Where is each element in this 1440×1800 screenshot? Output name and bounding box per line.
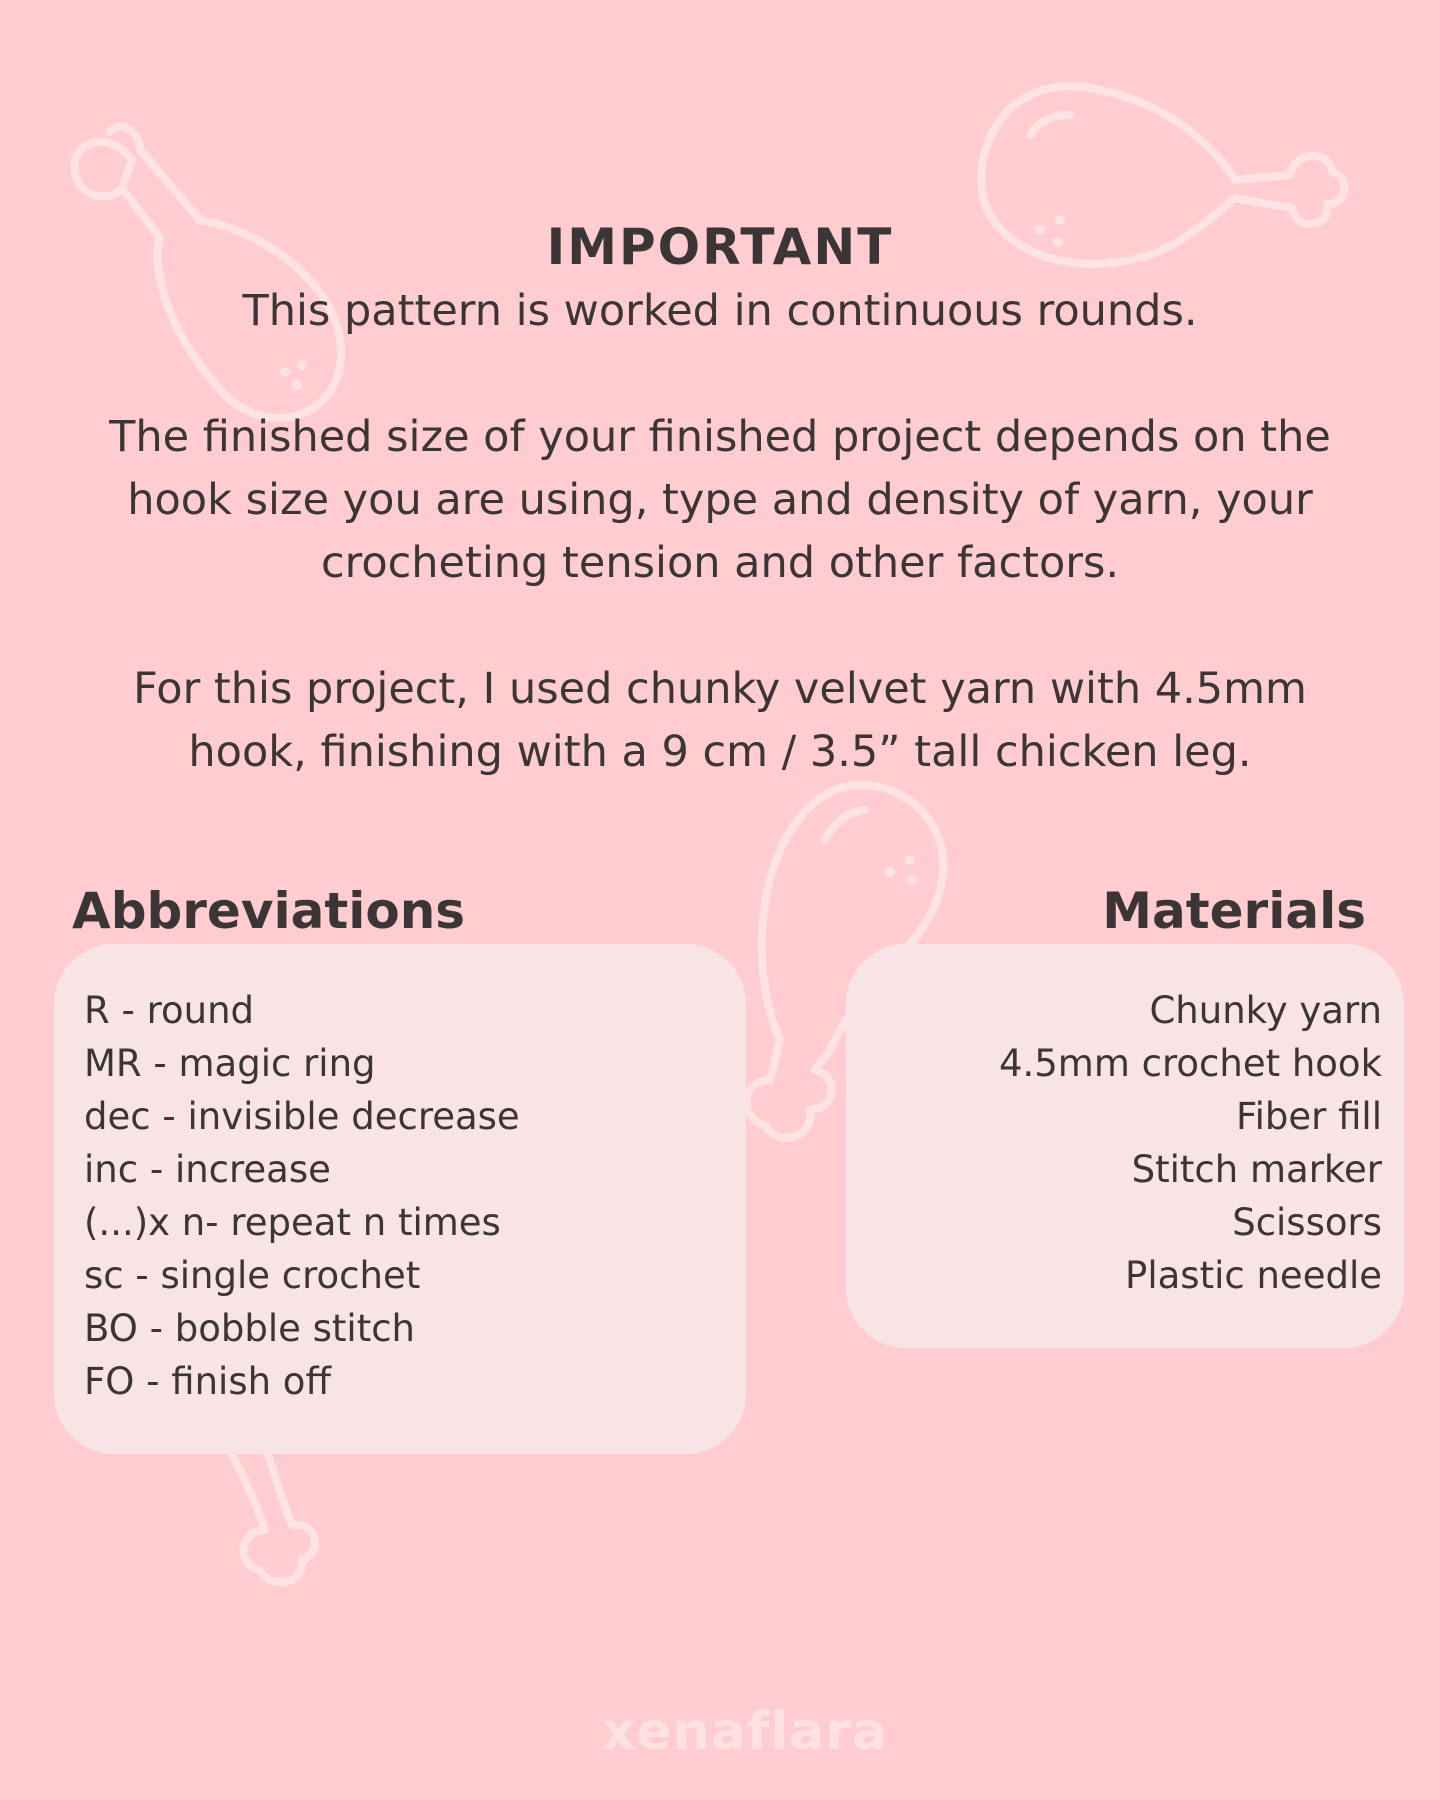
chicken-leg-icon-bottom-left (210, 1440, 360, 1590)
list-item: Stitch marker (1131, 1148, 1382, 1191)
list-item: BO - bobble stitch (84, 1307, 415, 1350)
abbreviations-list (84, 984, 746, 1408)
size-paragraph (40, 406, 1400, 595)
materials-card (846, 944, 1404, 1348)
list-item: Fiber fill (1236, 1095, 1382, 1138)
important-heading: IMPORTANT (546, 218, 894, 276)
intro-paragraph (40, 280, 1400, 343)
brand-watermark: xenaflara (601, 1702, 889, 1762)
paragraph-line: hook, finishing with a 9 cm / 3.5” tall chicken leg. (188, 727, 1252, 777)
list-item: dec - invisible decrease (84, 1095, 520, 1138)
list-item: Plastic needle (1125, 1254, 1382, 1297)
paragraph-line: This pattern is worked in continuous rounds. (242, 286, 1198, 336)
abbreviations-card (54, 944, 746, 1454)
list-item: inc - increase (84, 1148, 331, 1191)
list-item: (...)x n- repeat n times (84, 1201, 501, 1244)
project-paragraph (40, 658, 1400, 784)
paragraph-line: For this project, I used chunky velvet yarn with 4.5mm (133, 664, 1307, 714)
list-item: 4.5mm crochet hook (998, 1042, 1382, 1085)
list-item: Scissors (1232, 1201, 1382, 1244)
list-item: Chunky yarn (1149, 989, 1382, 1032)
abbreviations-heading: Abbreviations (72, 882, 466, 940)
materials-heading: Materials (1102, 882, 1366, 940)
list-item: sc - single crochet (84, 1254, 421, 1297)
paragraph-line: crocheting tension and other factors. (320, 538, 1120, 588)
paragraph-line: hook size you are using, type and density of yarn, your (127, 475, 1313, 525)
paragraph-line: The finished size of your finished project depends on the (109, 412, 1331, 462)
list-item: FO - finish off (84, 1360, 331, 1403)
materials-list (846, 984, 1382, 1302)
list-item: R - round (84, 989, 255, 1032)
list-item: MR - magic ring (84, 1042, 376, 1085)
